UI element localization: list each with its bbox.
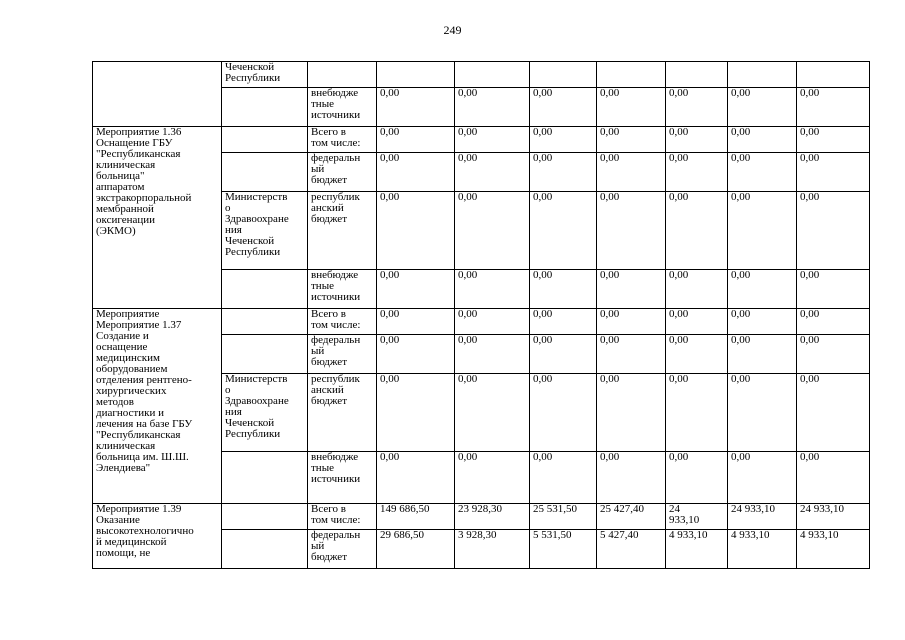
value-cell: 5 531,50 xyxy=(530,530,597,569)
value-cell: 0,00 xyxy=(666,127,728,153)
executor-cell xyxy=(222,530,308,569)
table-row xyxy=(93,62,870,88)
value-cell: 0,00 xyxy=(530,309,597,335)
value-cell: 0,00 xyxy=(728,452,797,504)
source-cell: республик анский бюджет xyxy=(308,374,377,452)
value-cell: 0,00 xyxy=(455,452,530,504)
value-cell xyxy=(455,62,530,88)
value-cell: 0,00 xyxy=(728,153,797,192)
value-cell: 0,00 xyxy=(377,452,455,504)
value-cell: 0,00 xyxy=(597,127,666,153)
value-cell: 0,00 xyxy=(377,309,455,335)
value-cell: 0,00 xyxy=(797,335,870,374)
value-cell: 0,00 xyxy=(728,127,797,153)
value-cell: 0,00 xyxy=(666,153,728,192)
value-cell: 25 531,50 xyxy=(530,504,597,530)
value-cell: 0,00 xyxy=(797,192,870,270)
executor-cell: Министерств о Здравоохране ния Чеченской Республики xyxy=(222,192,308,270)
source-cell: внебюдже тные источники xyxy=(308,88,377,127)
value-cell: 0,00 xyxy=(530,127,597,153)
value-cell: 0,00 xyxy=(377,192,455,270)
source-cell: Всего в том числе: xyxy=(308,504,377,530)
activity-cell: Мероприятие Мероприятие 1.37 Создание и оснащение медицинским оборудованием отделения рентгено- хирургических методов диагностики и лечения на базе ГБУ "Республиканская клиническая больница им. Ш.Ш. Элендиева" xyxy=(93,309,222,504)
value-cell: 0,00 xyxy=(797,309,870,335)
value-cell xyxy=(666,62,728,88)
value-cell: 0,00 xyxy=(455,127,530,153)
value-cell: 0,00 xyxy=(597,153,666,192)
value-cell xyxy=(597,62,666,88)
value-cell: 0,00 xyxy=(455,309,530,335)
executor-cell xyxy=(222,309,308,335)
budget-table xyxy=(92,61,870,569)
table-row xyxy=(93,504,870,530)
value-cell: 0,00 xyxy=(377,270,455,309)
value-cell: 0,00 xyxy=(797,374,870,452)
value-cell: 0,00 xyxy=(455,270,530,309)
value-cell: 0,00 xyxy=(530,374,597,452)
value-cell: 0,00 xyxy=(455,335,530,374)
value-cell: 0,00 xyxy=(666,192,728,270)
activity-cell: Мероприятие 1.36 Оснащение ГБУ "Республиканская клиническая больница" аппаратом экстракорпоральной мембранной оксигенации (ЭКМО) xyxy=(93,127,222,309)
executor-cell xyxy=(222,452,308,504)
value-cell: 0,00 xyxy=(377,153,455,192)
source-cell xyxy=(308,62,377,88)
value-cell xyxy=(728,62,797,88)
source-cell: республик анский бюджет xyxy=(308,192,377,270)
executor-cell xyxy=(222,504,308,530)
value-cell: 0,00 xyxy=(597,270,666,309)
value-cell: 3 928,30 xyxy=(455,530,530,569)
value-cell: 0,00 xyxy=(728,88,797,127)
value-cell: 0,00 xyxy=(797,127,870,153)
value-cell: 0,00 xyxy=(530,335,597,374)
value-cell: 0,00 xyxy=(728,309,797,335)
value-cell: 0,00 xyxy=(597,374,666,452)
value-cell: 0,00 xyxy=(728,335,797,374)
source-cell: федеральн ый бюджет xyxy=(308,335,377,374)
value-cell: 4 933,10 xyxy=(666,530,728,569)
value-cell: 149 686,50 xyxy=(377,504,455,530)
value-cell: 0,00 xyxy=(530,153,597,192)
value-cell: 0,00 xyxy=(597,309,666,335)
value-cell: 0,00 xyxy=(797,88,870,127)
value-cell: 4 933,10 xyxy=(728,530,797,569)
source-cell: внебюдже тные источники xyxy=(308,452,377,504)
value-cell xyxy=(797,62,870,88)
value-cell: 0,00 xyxy=(377,127,455,153)
value-cell: 0,00 xyxy=(728,374,797,452)
value-cell: 24 933,10 xyxy=(797,504,870,530)
value-cell: 0,00 xyxy=(797,452,870,504)
executor-cell xyxy=(222,88,308,127)
executor-cell xyxy=(222,270,308,309)
value-cell: 0,00 xyxy=(666,335,728,374)
value-cell: 0,00 xyxy=(530,192,597,270)
value-cell: 0,00 xyxy=(728,270,797,309)
value-cell: 0,00 xyxy=(530,270,597,309)
source-cell: Всего в том числе: xyxy=(308,127,377,153)
value-cell: 0,00 xyxy=(455,88,530,127)
value-cell: 0,00 xyxy=(377,335,455,374)
value-cell: 0,00 xyxy=(666,88,728,127)
value-cell: 0,00 xyxy=(797,153,870,192)
value-cell: 0,00 xyxy=(666,309,728,335)
executor-cell xyxy=(222,127,308,153)
activity-cell xyxy=(93,62,222,127)
value-cell: 24 933,10 xyxy=(666,504,728,530)
value-cell: 0,00 xyxy=(666,452,728,504)
value-cell: 0,00 xyxy=(728,192,797,270)
table-row xyxy=(93,127,870,153)
value-cell: 0,00 xyxy=(455,153,530,192)
executor-cell xyxy=(222,335,308,374)
value-cell: 0,00 xyxy=(597,88,666,127)
value-cell: 0,00 xyxy=(597,452,666,504)
source-cell: внебюдже тные источники xyxy=(308,270,377,309)
source-cell: федеральн ый бюджет xyxy=(308,530,377,569)
page-number: 249 xyxy=(443,23,462,37)
value-cell: 0,00 xyxy=(455,374,530,452)
executor-cell: Министерств о Здравоохране ния Чеченской Республики xyxy=(222,374,308,452)
value-cell: 0,00 xyxy=(530,88,597,127)
value-cell: 0,00 xyxy=(666,270,728,309)
value-cell: 5 427,40 xyxy=(597,530,666,569)
value-cell: 24 933,10 xyxy=(728,504,797,530)
table-row xyxy=(93,309,870,335)
source-cell: федеральн ый бюджет xyxy=(308,153,377,192)
value-cell: 0,00 xyxy=(797,270,870,309)
value-cell: 0,00 xyxy=(530,452,597,504)
executor-cell xyxy=(222,153,308,192)
value-cell: 25 427,40 xyxy=(597,504,666,530)
value-cell: 0,00 xyxy=(597,192,666,270)
executor-cell: Чеченской Республики xyxy=(222,62,308,88)
value-cell xyxy=(377,62,455,88)
value-cell: 29 686,50 xyxy=(377,530,455,569)
value-cell: 0,00 xyxy=(377,374,455,452)
value-cell xyxy=(530,62,597,88)
activity-cell: Мероприятие 1.39 Оказание высокотехнологично й медицинской помощи, не xyxy=(93,504,222,569)
value-cell: 23 928,30 xyxy=(455,504,530,530)
value-cell: 0,00 xyxy=(455,192,530,270)
value-cell: 0,00 xyxy=(377,88,455,127)
value-cell: 4 933,10 xyxy=(797,530,870,569)
source-cell: Всего в том числе: xyxy=(308,309,377,335)
value-cell: 0,00 xyxy=(666,374,728,452)
value-cell: 0,00 xyxy=(597,335,666,374)
